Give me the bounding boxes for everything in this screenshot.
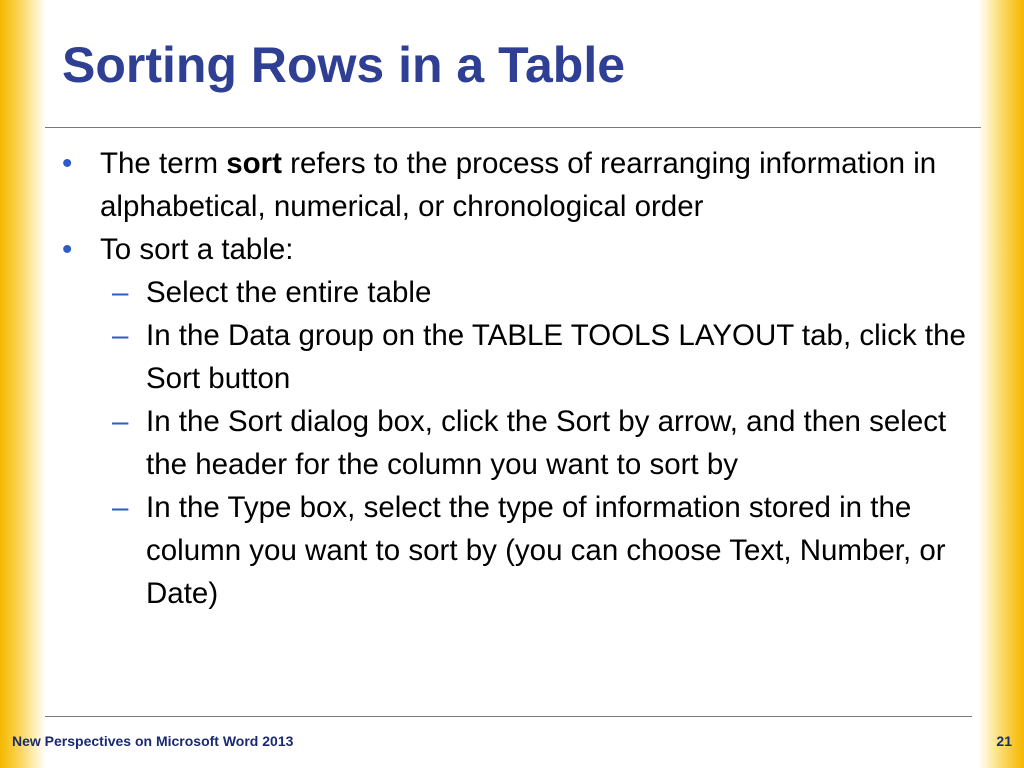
sub-item (62, 271, 982, 314)
footer-caption: New Perspectives on Microsoft Word 2013 (12, 733, 294, 749)
bullet-item (62, 228, 982, 271)
slide-title: Sorting Rows in a Table (62, 37, 626, 93)
bullet-bold-term: sort (226, 147, 282, 180)
sub-item-text: Select the entire table (146, 276, 432, 309)
sub-item (62, 400, 982, 486)
dash-icon: – (112, 276, 129, 309)
sub-item-text: In the Sort dialog box, click the Sort by arrow, and then select the header for the column you want to sort by (146, 405, 947, 481)
bullet-text-before: The term (100, 147, 227, 180)
bullet-item (62, 142, 982, 228)
bullet-dot-icon: • (62, 233, 73, 266)
bullet-text-after: refers to the process of rearranging information in alphabetical, numerical, or chronological order (100, 147, 937, 223)
slide-content (62, 142, 982, 615)
sub-item (62, 486, 982, 615)
right-edge-gradient (978, 0, 1024, 768)
left-edge-gradient (0, 0, 46, 768)
dash-icon: – (112, 405, 129, 438)
page-number: 21 (996, 733, 1012, 749)
bullet-text: To sort a table: (100, 233, 294, 266)
bullet-dot-icon: • (62, 147, 73, 180)
sub-item (62, 314, 982, 400)
sub-item-text: In the Type box, select the type of information stored in the column you want to sort by (you can choose Text, Number, or Date) (146, 491, 946, 610)
dash-icon: – (112, 319, 129, 352)
sub-item-text: In the Data group on the TABLE TOOLS LAYOUT tab, click the Sort button (146, 319, 966, 395)
title-divider (45, 127, 981, 128)
footer-divider (45, 716, 972, 717)
dash-icon: – (112, 491, 129, 524)
